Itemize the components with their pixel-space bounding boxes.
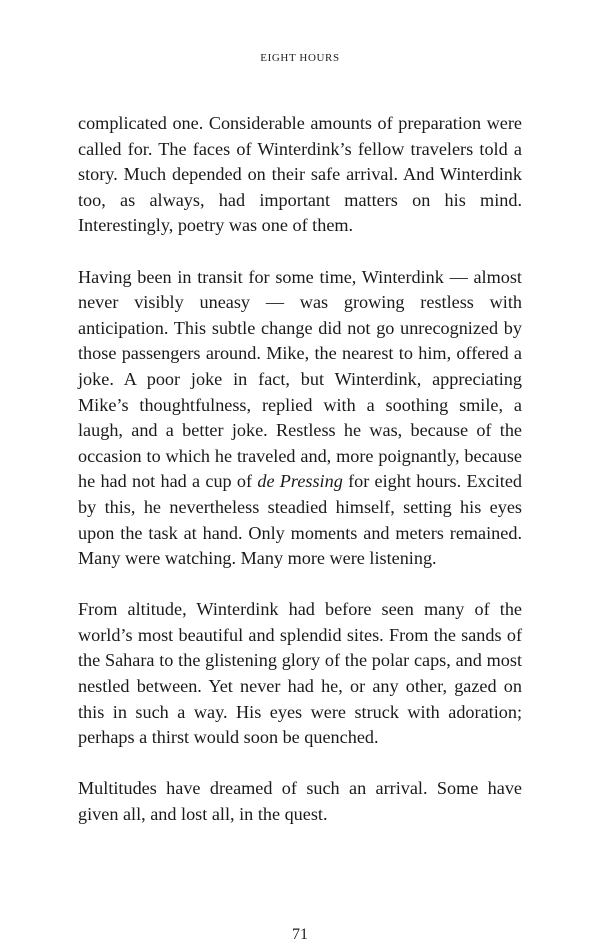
page-body	[78, 111, 522, 828]
paragraph-1: complicated one. Considerable amounts of preparation were called for. The faces of Winterdink’s fellow travelers told a story. Much depended on their safe arrival. And Winterdink too, as always, had important matters on his mind. Interestingly, poetry was one of them.	[78, 113, 522, 236]
running-head: EIGHT HOURS	[260, 52, 340, 64]
page-number: 71	[292, 926, 308, 943]
paragraph-2-text-end: for eight hours. Excited by this, he nevertheless steadied himself, setting his eyes upon the task at hand. Only moments and meters remained. Many were watching. Many more were listening.	[78, 471, 522, 569]
paragraph-2-text-start: Having been in transit for some time, Winterdink — almost never visibly uneasy — was growing restless with anticipation. This subtle change did not go unrecognized by those passengers around. Mike, the nearest to him, offered a joke. A poor joke in fact, but Winterdink, appreciating Mike’s thoughtfulness, replied with a soothing smile, a laugh, and a better joke. Restless he was, because of the occasion to which he traveled and, more poignantly, because he had not had a cup of	[78, 266, 522, 492]
paragraph-2	[78, 265, 522, 572]
italic-term: de Pressing	[257, 471, 343, 492]
paragraph-3: From altitude, Winterdink had before seen many of the world’s most beautiful and splendid sites. From the sands of the Sahara to the glistening glory of the polar caps, and most nestled between. Yet never had he, or any other, gazed on this in such a way. His eyes were struck with adoration; perhaps a thirst would soon be quenched.	[78, 599, 522, 748]
paragraph-4: Multitudes have dreamed of such an arrival. Some have given all, and lost all, in the quest.	[78, 778, 522, 825]
